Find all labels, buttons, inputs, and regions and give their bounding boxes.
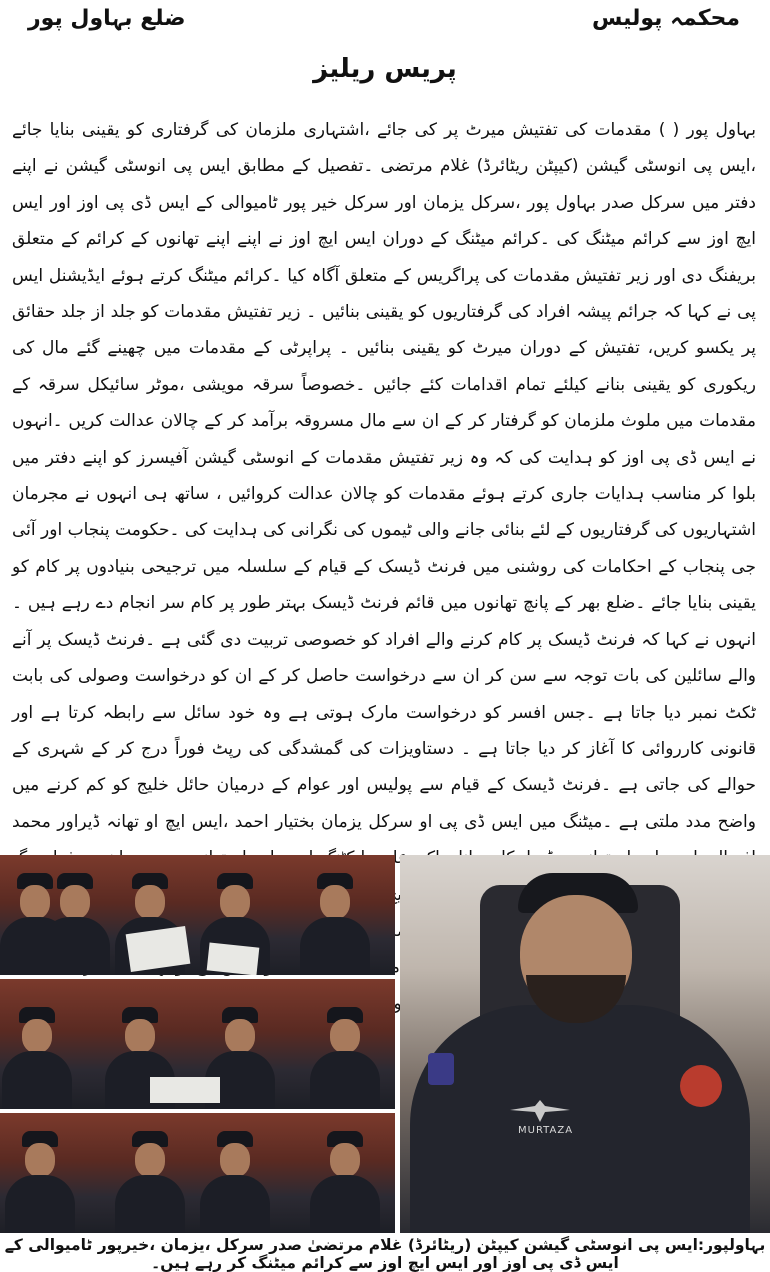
meeting-photo-2 — [0, 979, 395, 1109]
sp-portrait-photo — [400, 855, 770, 1233]
wings-insignia-icon — [510, 1100, 570, 1122]
document-paper — [207, 942, 260, 975]
document-paper — [150, 1077, 220, 1103]
press-release-body — [12, 112, 756, 1014]
officer-figure — [200, 1123, 270, 1233]
nameplate: MURTAZA — [518, 1125, 574, 1136]
officer-figure — [5, 1123, 75, 1233]
press-release-title: پریس ریلیز — [313, 54, 457, 84]
uniform — [410, 1005, 750, 1233]
officer-figure — [310, 1123, 380, 1233]
district-title: ضلع بہاول پور — [28, 6, 186, 31]
shoulder-badge-icon — [428, 1053, 454, 1085]
page-header — [0, 0, 770, 100]
meeting-photo-1 — [0, 855, 395, 975]
officer-figure — [310, 999, 380, 1109]
photo-collage — [0, 855, 770, 1235]
body-paragraph: بہاول پور ( ) مقدمات کی تفتیش میرٹ پر کی جائے ،اشتہاری ملزمان کی گرفتاری کو یقینی بنایا جائے ،ایس پی انوسٹی گیشن (کیپٹن ریٹائرڈ) غلام مرتضی ۔تفصیل کے مطابق ایس پی انوسٹی گیشن نے اپنے دفتر میں سرکل صدر بہاول پور ،سرکل یزمان اور سرکل خیر پور ٹامیوالی کے ایس ڈی پی اوز اور ایس ایچ اوز سے کرائم میٹنگ کی ۔کرائم میٹنگ کے دوران ایس ایچ اوز نے اپنے اپنے تھانوں کے کرائم کے متعلق بریفنگ دی اور زیر تفتیش مقدمات کی پراگریس کے متعلق آگاہ کیا ۔کرائم میٹنگ کرتے ہوئے ایڈیشنل ایس پی نے کہا کہ جرائم پیشہ افراد کی گرفتاریوں کو یقینی بنائیں ۔ زیر تفتیش مقدمات کو جلد از جلد حقائق پر یکسو کریں، تفتیش کے دوران میرٹ کو یقینی بنائیں ۔ پراپرٹی کے مقدمات میں چھینے گئے مال کی ریکوری کو یقینی بنانے کیلئے تمام اقدامات کئے جائیں ۔خصوصاً سرقہ مویشی ،موٹر سائیکل سرقہ کے مقدمات میں ملوث ملزمان کو گرفتار کر کے ان سے مال مسروقہ برآمد کر کے چالان عدالت کریں ۔انہوں نے ایس ڈی پی اوز کو ہدایت کی کہ وہ زیر تفتیش مقدمات کے انوسٹی گیشن آفیسرز کو اپنے دفتر میں بلوا کر مناسب ہدایات جاری کرتے ہوئے مقدمات کو چالان عدالت کروائیں ، ساتھ ہی انہوں نے مجرمان اشتہاریوں کی گرفتاریوں کے لئے بنائی جانے والی ٹیموں کی نگرانی کی ہدایت کی ۔حکومت پنجاب اور آئی جی پنجاب کے احکامات کی روشنی میں فرنٹ ڈیسک کے قیام کے سلسلہ میں ترجیحی بنیادوں پر کام کو یقینی بنایا جائے ۔ضلع بھر کے پانچ تھانوں میں قائم فرنٹ ڈیسک بہتر طور پر کام سر انجام دے رہے ہیں ۔انہوں نے کہا کہ فرنٹ ڈیسک پر کام کرنے والے افراد کو خصوصی تربیت دی گئی ہے ۔فرنٹ ڈیسک پر آنے والے سائلین کی بات توجہ سے سن کر ان سے درخواست حاصل کر کے ان کو درخواست وصولی کی بابت ٹکٹ نمبر دیا جاتا ہے ۔جس افسر کو درخواست مارک ہوتی ہے وہ خود سائل سے رابطہ کرتا ہے اور قانونی کارروائی کا آغاز کر دیا جاتا ہے ۔ دستاویزات کی گمشدگی کی رپٹ فوراً درج کر کے شہری کے حوالے کی جاتی ہے ۔فرنٹ ڈیسک کے قیام سے پولیس اور عوام کے درمیان حائل خلیج کو کم کرنے میں واضح مدد ملتی ہے ۔میٹنگ میں ایس ڈی پی او سرکل یزمان بختیار احمد ،ایس ایچ او تھانہ ڈیراور محمد ایچ صدر اور — [12, 120, 756, 1014]
punjab-police-badge-icon — [680, 1065, 722, 1107]
department-title: محکمہ پولیس — [592, 6, 740, 31]
meeting-photo-3 — [0, 1113, 395, 1233]
officer-figure — [300, 865, 370, 975]
officer-figure — [115, 1123, 185, 1233]
officer-figure — [40, 865, 110, 975]
officer-figure — [2, 999, 72, 1109]
photo-caption: بہاولپور:ایس پی انوسٹی گیشن کیپٹن (ریٹائرڈ) غلام مرتضیٰ صدر سرکل ،یزمان ،خیرپور ٹامیوالی کے ایس ڈی پی اوز اور ایس ایچ اوز سے کرائم میٹنگ کر رہے ہیں۔ — [4, 1236, 766, 1272]
